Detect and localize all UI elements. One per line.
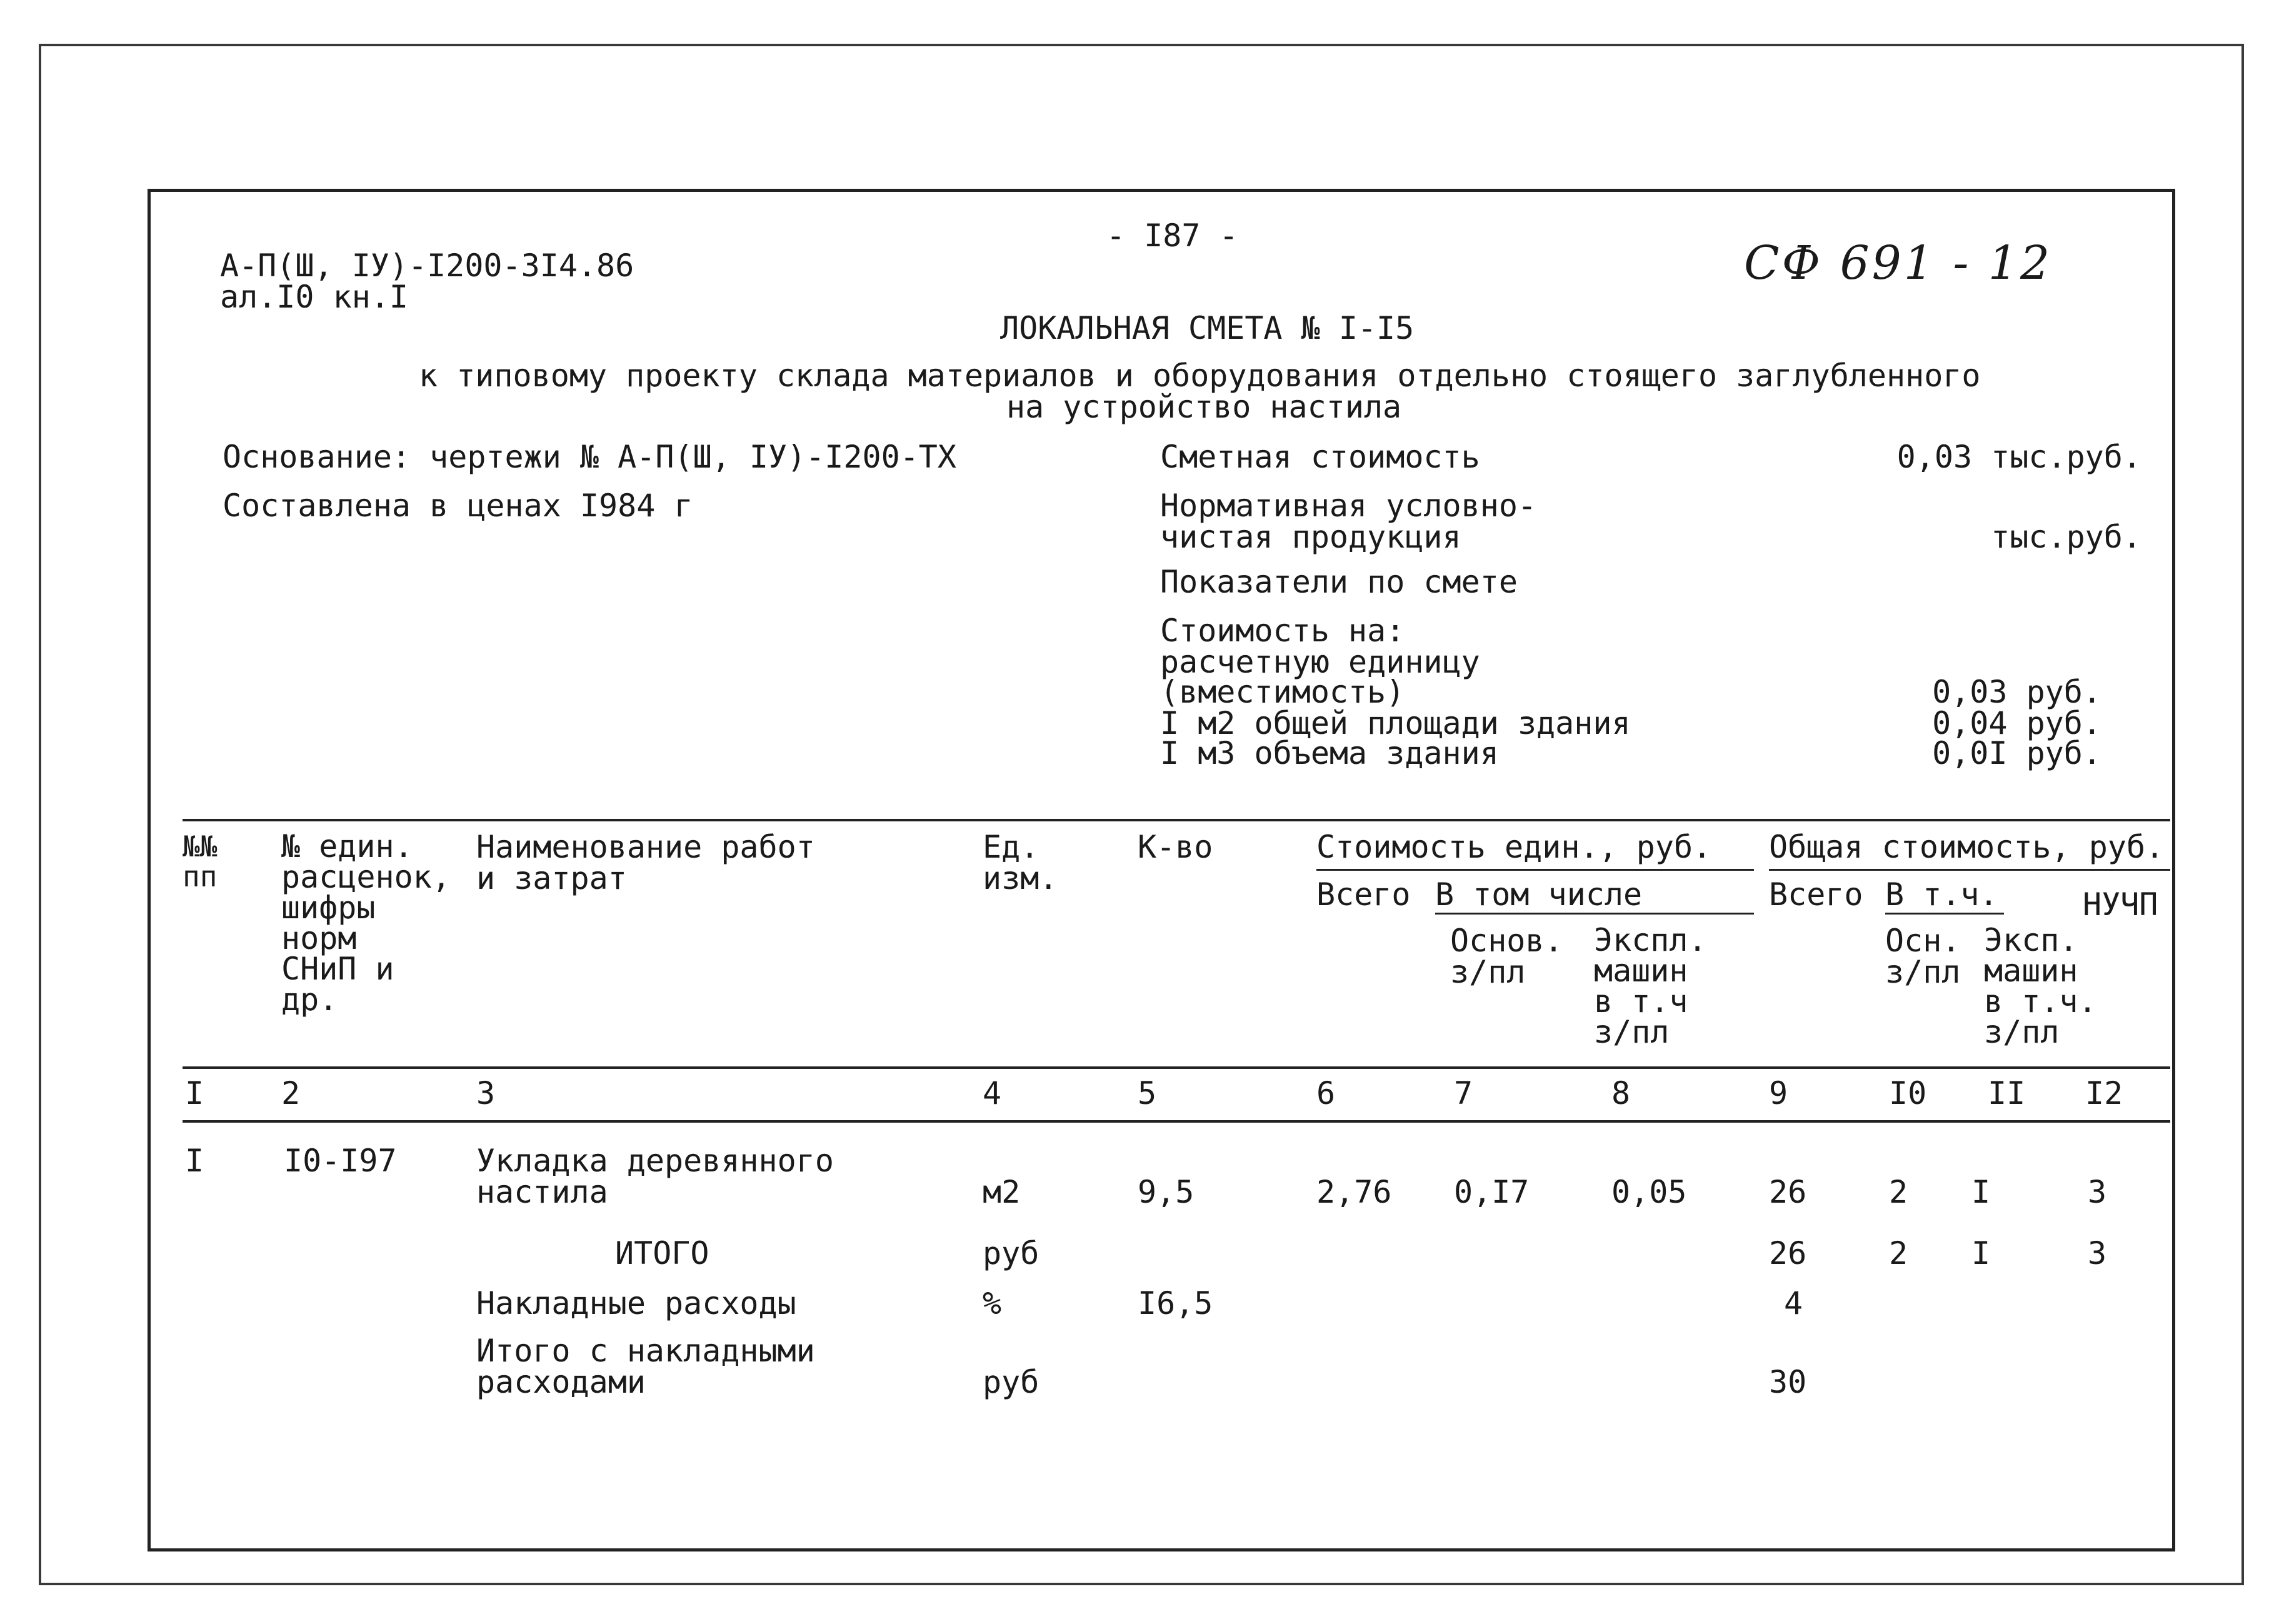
col-header-total-total: Всего <box>1769 876 1863 913</box>
row1-unit: м2 <box>983 1174 1021 1210</box>
col-header-total-cost: Общая стоимость, руб. <box>1769 829 2165 865</box>
row3-total: 4 <box>1784 1285 1803 1321</box>
col-header-unit-base: Основ. з/пл <box>1450 923 1563 990</box>
col-header-total-base: Осн. з/пл <box>1885 923 1961 990</box>
row2-unit: руб <box>983 1235 1039 1271</box>
unit-incl-rule <box>1435 913 1754 915</box>
colnum-3: 3 <box>476 1075 496 1111</box>
row1-number: I <box>185 1143 204 1179</box>
col-header-total-incl: В т.ч. <box>1885 876 1998 913</box>
row2-nuchp: 3 <box>2088 1235 2107 1271</box>
estimated-cost-label: Сметная стоимость <box>1160 439 1480 475</box>
colnum-2: 2 <box>281 1075 301 1111</box>
colnum-7: 7 <box>1454 1075 1473 1111</box>
col-header-total-mach: Эксп. машин в т.ч. з/пл <box>1984 922 2097 1050</box>
col-header-unit-total: Всего <box>1316 876 1411 913</box>
subtitle-line-2: на устройство настила <box>1006 389 1402 425</box>
row2-name: ИТОГО <box>615 1235 709 1271</box>
table-top-rule <box>183 819 2170 821</box>
cost-on-label: Стоимость на: <box>1160 613 1405 649</box>
row1-code: I0-I97 <box>284 1143 397 1179</box>
row3-qty: I6,5 <box>1138 1285 1213 1321</box>
col-header-unit-mach: Экспл. машин в т.ч з/пл <box>1594 922 1707 1050</box>
unit-cost-rule <box>1316 869 1754 871</box>
colnum-10: I0 <box>1889 1075 1927 1111</box>
basis-text: Основание: чертежи № А-П(Ш, IУ)-I200-ТХ <box>223 439 956 475</box>
row1-total-mach: I <box>1971 1174 1991 1210</box>
estimated-cost-value: 0,03 тыс.руб. <box>1896 439 2141 475</box>
column-numbers-rule <box>183 1120 2170 1123</box>
subtitle-line-1: к типовому проекту склада материалов и оборудования отдельно стоящего заглубленного <box>419 358 1981 394</box>
row1-unit-total: 2,76 <box>1316 1174 1392 1210</box>
estimate-title: ЛОКАЛЬНАЯ СМЕТА № I-I5 <box>1000 310 1415 346</box>
colnum-8: 8 <box>1611 1075 1631 1111</box>
colnum-4: 4 <box>983 1075 1002 1111</box>
row3-name: Накладные расходы <box>476 1285 796 1321</box>
normative-label-1: Нормативная условно- <box>1160 488 1537 524</box>
unit-label-2: (вместимость) <box>1160 674 1405 710</box>
row2-total: 26 <box>1769 1235 1807 1271</box>
row1-name: Укладка деревянного настила <box>476 1143 834 1210</box>
page-number: - I87 - <box>1106 218 1238 254</box>
volume-label: I м3 объема здания <box>1160 735 1499 771</box>
row4-name: Итого с накладными расходами <box>476 1333 815 1400</box>
col-header-unit-incl: В том числе <box>1435 876 1643 913</box>
unit-value: 0,03 руб. <box>1932 674 2101 710</box>
total-cost-rule <box>1769 869 2170 871</box>
row1-qty: 9,5 <box>1138 1174 1195 1210</box>
normative-label-2: чистая продукция <box>1160 519 1461 555</box>
area-label: I м2 общей площади здания <box>1160 705 1631 741</box>
row3-unit: % <box>983 1285 1002 1321</box>
col-header-number: №№ пп <box>183 830 218 894</box>
row2-total-mach: I <box>1971 1235 1991 1271</box>
album-book: ал.I0 кн.I <box>220 279 409 315</box>
row2-total-base: 2 <box>1889 1235 1908 1271</box>
colnum-1: I <box>185 1075 204 1111</box>
row1-nuchp: 3 <box>2088 1174 2107 1210</box>
area-value: 0,04 руб. <box>1932 705 2101 741</box>
header-bottom-rule <box>183 1066 2170 1069</box>
col-header-nuchp: НУЧП <box>2083 886 2158 923</box>
colnum-6: 6 <box>1316 1075 1336 1111</box>
col-header-code: № един. расценок, шифры норм СНиП и др. <box>281 828 451 1018</box>
row1-total: 26 <box>1769 1174 1807 1210</box>
row1-unit-base: 0,I7 <box>1454 1174 1530 1210</box>
total-incl-rule <box>1885 913 2004 915</box>
prices-text: Составлена в ценах I984 г <box>223 488 693 524</box>
normative-value: тыс.руб. <box>1991 519 2141 555</box>
indicators-label: Показатели по смете <box>1160 564 1518 600</box>
col-header-unit: Ед. изм. <box>983 829 1058 896</box>
colnum-9: 9 <box>1769 1075 1788 1111</box>
row1-unit-mach: 0,05 <box>1611 1174 1687 1210</box>
colnum-12: I2 <box>2085 1075 2123 1111</box>
colnum-5: 5 <box>1138 1075 1157 1111</box>
col-header-qty: К-во <box>1138 829 1213 865</box>
row4-total: 30 <box>1769 1364 1807 1400</box>
volume-value: 0,0I руб. <box>1932 735 2101 771</box>
row4-unit: руб <box>983 1364 1039 1400</box>
col-header-unit-cost: Стоимость един., руб. <box>1316 829 1712 865</box>
document-code: А-П(Ш, IУ)-I200-3I4.86 <box>220 248 634 284</box>
colnum-11: II <box>1988 1075 2026 1111</box>
row1-total-base: 2 <box>1889 1174 1908 1210</box>
col-header-name: Наименование работ и затрат <box>476 829 815 896</box>
unit-label-1: расчетную единицу <box>1160 644 1480 680</box>
handwritten-mark: СФ 691 - 12 <box>1744 236 2053 290</box>
